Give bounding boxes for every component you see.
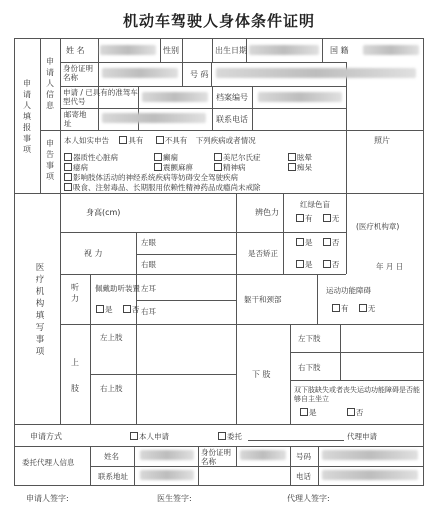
declaration-item-6[interactable]: 精神病 [214,163,246,172]
checkbox-icon [323,260,331,268]
checkbox-icon [154,153,162,161]
sit-no-option[interactable]: 否 [347,408,364,417]
both-lower-limb-options [300,408,363,417]
declaration-item-drug[interactable]: 吸食、注射毒品、长期服用依赖性精神药品成瘾尚未戒除 [64,183,261,192]
checkbox-icon [214,163,222,171]
declaration-item-7[interactable]: 痴呆 [288,163,312,172]
agent-name-label: 姓名 [104,452,119,461]
motor-none-option[interactable]: 无 [359,304,376,313]
institution-stamp-label: (医疗机构章) [356,222,400,231]
checkbox-icon [123,305,131,313]
checkbox-icon [288,163,296,171]
hearing-aid-label: 佩戴助听装置 [95,284,140,293]
declaration-line [64,136,256,145]
id-document-label: 身份证明名称 [63,64,93,82]
right-upper-limb-label: 右上肢 [100,384,123,393]
applicant-info-label: 申请人信息 [46,57,54,110]
motor-impairment-label: 运动功能障碍 [326,286,371,295]
checkbox-icon [323,238,331,246]
checkbox-icon [64,163,72,171]
right-eye-corrected-options [296,260,339,269]
declaration-item-4[interactable]: 癔病 [64,163,88,172]
lower-limb-label: 下 肢 [252,370,271,379]
archive-number-value[interactable] [258,92,342,102]
medical-section-label: 医疗机构填写事项 [35,263,45,357]
applicant-section-label: 申请人填报事项 [23,79,31,154]
declaration-suffix: 下列疾病或者情况 [195,136,256,145]
agent-phone-value[interactable] [322,470,418,480]
color-blind-options [296,214,339,223]
agent-phone-label: 电话 [296,472,311,481]
checkbox-icon [64,153,72,161]
license-class-label: 申请 / 已具有的准驾车型代号 [63,88,138,106]
declaration-item-2[interactable]: 美尼尔氏症 [214,153,261,162]
left-corrected-yes[interactable]: 是 [296,238,313,247]
checkbox-icon [296,238,304,246]
checkbox-icon [323,214,331,222]
declaration-item-5[interactable]: 震颤麻痹 [154,163,193,172]
left-eye-label: 左眼 [141,238,156,247]
corrected-label: 是否矫正 [248,249,278,258]
postal-address-label: 邮寄地址 [64,110,87,128]
birth-date-label: 出生日期 [215,46,247,55]
checkbox-icon [156,136,164,144]
applicant-signature-label: 申请人签字: [26,494,69,503]
left-lower-limb-label: 左下肢 [298,334,321,343]
application-method-label: 申请方式 [30,432,62,441]
right-corrected-no[interactable]: 否 [323,260,340,269]
checkbox-icon [64,173,72,181]
agent-address-label: 联系地址 [98,472,128,481]
checkbox-icon [300,408,308,416]
checkbox-icon [64,183,72,191]
entrust-option[interactable]: 委托 [218,432,242,441]
license-class-value[interactable] [142,92,208,102]
declaration-item-0[interactable]: 器质性心脏病 [64,153,118,162]
agent-address-value[interactable] [140,470,194,480]
checkbox-icon [154,163,162,171]
left-upper-limb-label: 左上肢 [100,333,123,342]
checkbox-icon [130,432,138,440]
id-number-label: 号 码 [190,70,209,79]
postal-address-value[interactable] [102,113,206,123]
color-none-option[interactable]: 无 [323,214,340,223]
photo-area [348,64,422,128]
checkbox-icon [96,305,104,313]
checkbox-icon [119,136,127,144]
agent-number-value[interactable] [322,450,418,460]
upper-limb-label: 上肢 [71,358,79,393]
checkbox-icon [288,153,296,161]
name-label: 姓 名 [66,46,85,55]
motor-have-option[interactable]: 有 [332,304,349,313]
agent-info-label: 委托代理人信息 [22,458,75,467]
self-apply-option[interactable]: 本人申请 [130,432,169,441]
nationality-value[interactable] [363,45,419,55]
hearing-aid-yes[interactable]: 是 [96,305,113,314]
agent-signature-label: 代理人签字: [287,494,330,503]
declaration-item-3[interactable]: 眩晕 [288,153,312,162]
agent-number-label: 号码 [296,452,311,461]
both-lower-limb-note: 双下肢缺失或者丧失运动功能障碍是否能够自主坐立 [294,386,420,403]
agent-id-document-value[interactable] [240,450,286,460]
right-ear-label: 右耳 [141,307,156,316]
checkbox-icon [332,304,340,312]
trunk-neck-label: 躯干和颈部 [244,295,282,304]
checkbox-icon [359,304,367,312]
photo-label: 照片 [374,136,390,145]
stamp-date-label: 年 月 日 [376,262,404,271]
nationality-label: 国 籍 [330,46,349,55]
vision-label: 视 力 [84,249,103,258]
hearing-aid-options [96,305,139,314]
motor-impairment-options [332,304,375,313]
color-vision-label: 辨色力 [255,208,279,217]
right-eye-label: 右眼 [141,260,156,269]
checkbox-icon [347,408,355,416]
left-ear-label: 左耳 [141,284,156,293]
right-lower-limb-label: 右下肢 [298,363,321,372]
archive-number-label: 档案编号 [216,93,248,102]
declaration-item-limb[interactable]: 影响肢体活动的神经系统疾病等妨碍安全驾驶疾病 [64,173,238,182]
gender-label: 性别 [163,46,179,55]
id-document-value[interactable] [102,68,178,78]
phone-label: 联系电话 [216,115,248,124]
form-title: 机动车驾驶人身体条件证明 [122,12,315,30]
agent-id-document-label: 身份证明名称 [201,448,231,466]
checkbox-icon [296,260,304,268]
declare-have-option[interactable]: 具有 [119,136,143,145]
birth-date-value[interactable] [249,45,319,55]
sit-yes-option[interactable]: 是 [300,408,317,417]
doctor-signature-label: 医生签字: [157,494,192,503]
declaration-intro: 本人如实申告 [64,136,109,145]
left-corrected-no[interactable]: 否 [323,238,340,247]
entrust-underline [248,440,344,441]
declare-none-option[interactable]: 不具有 [156,136,188,145]
red-green-label: 红绿色盲 [300,200,330,209]
right-corrected-yes[interactable]: 是 [296,260,313,269]
height-label: 身高(cm) [86,208,121,217]
hearing-label: 听力 [71,283,79,303]
agent-apply-label: 代理申请 [347,432,377,441]
name-value[interactable] [100,45,156,55]
color-have-option[interactable]: 有 [296,214,313,223]
hearing-aid-no[interactable]: 否 [123,305,140,314]
checkbox-icon [214,153,222,161]
left-eye-corrected-options [296,238,339,247]
checkbox-icon [218,432,226,440]
declaration-label: 申告事项 [46,139,54,181]
agent-name-value[interactable] [140,450,194,460]
declaration-item-1[interactable]: 癫痫 [154,153,178,162]
checkbox-icon [296,214,304,222]
